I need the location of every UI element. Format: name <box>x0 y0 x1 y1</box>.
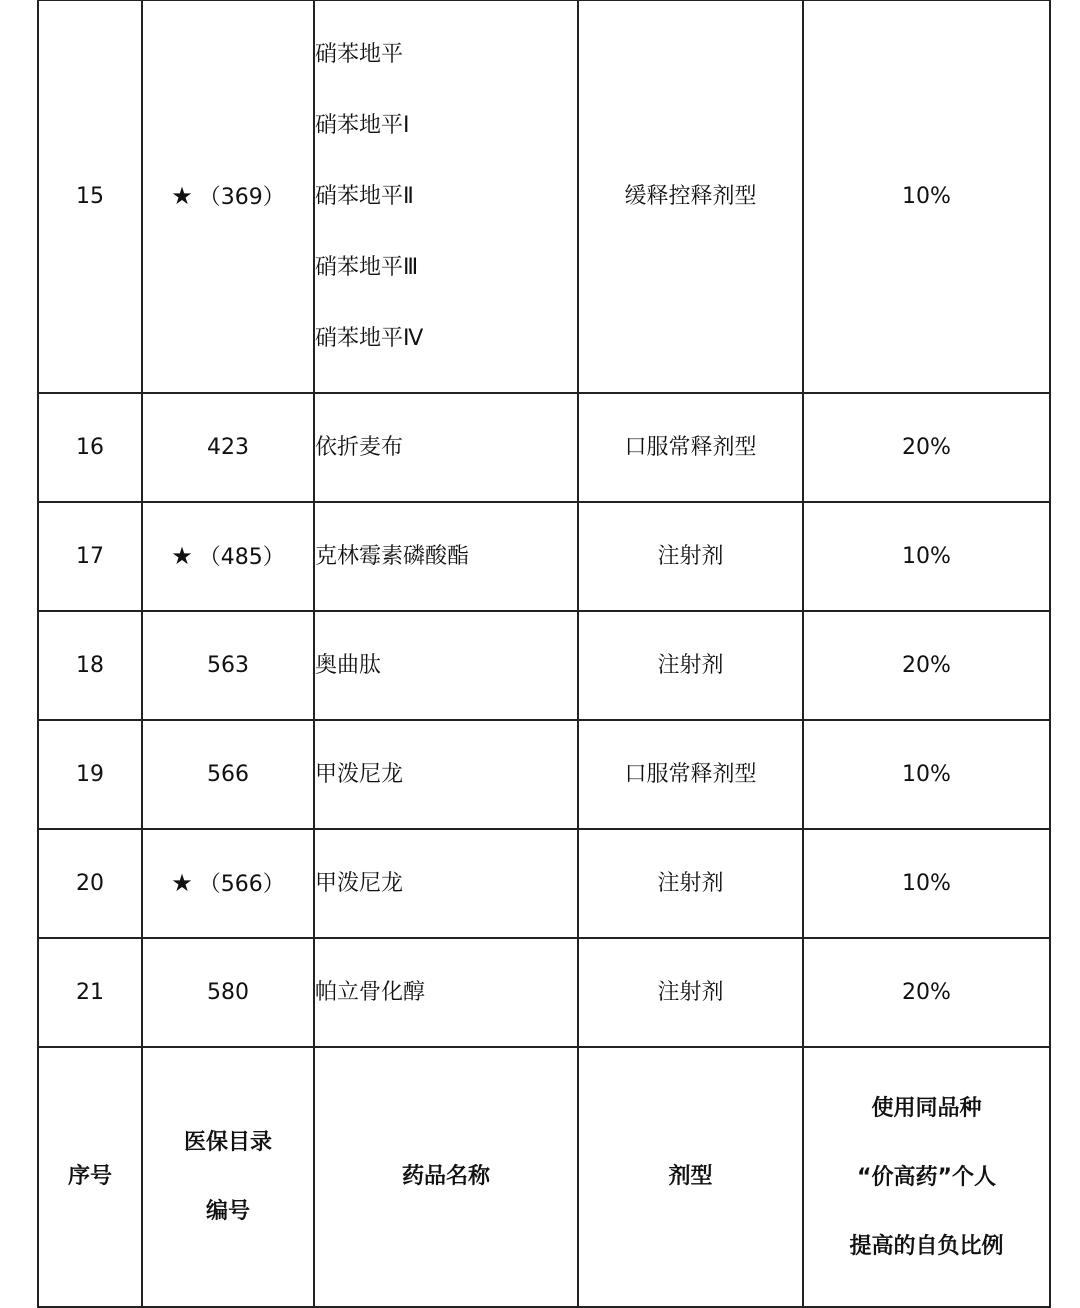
table-row <box>38 0 1050 393</box>
row-number: 21 <box>38 938 142 1047</box>
header-row <box>38 1047 1050 1307</box>
drug-name: 甲泼尼龙 <box>314 720 578 829</box>
drug-name: 甲泼尼龙 <box>314 829 578 938</box>
drug-name: 奥曲肽 <box>314 611 578 720</box>
dosage-form: 缓释控释剂型 <box>578 0 803 393</box>
row-number: 16 <box>38 393 142 502</box>
drug-name: 硝苯地平 <box>315 42 404 67</box>
dosage-form: 口服常释剂型 <box>578 393 803 502</box>
header-copay-ratio: 使用同品种 “价高药”个人 提高的自负比例 <box>803 1047 1050 1307</box>
drug-table <box>37 0 1051 1308</box>
drug-name: 硝苯地平Ⅲ <box>315 255 419 280</box>
header-catalog-code: 医保目录 编号 <box>142 1047 314 1307</box>
star-icon: ★ <box>171 542 193 570</box>
drug-name: 硝苯地平Ⅳ <box>315 326 424 351</box>
row-number: 18 <box>38 611 142 720</box>
dosage-form: 注射剂 <box>578 938 803 1047</box>
copay-ratio: 20% <box>803 938 1050 1047</box>
drug-name: 硝苯地平Ⅰ <box>315 113 410 138</box>
catalog-code-cell <box>142 829 314 938</box>
drug-name: 依折麦布 <box>314 393 578 502</box>
copay-ratio: 10% <box>803 720 1050 829</box>
catalog-code: 423 <box>142 393 314 502</box>
row-number: 19 <box>38 720 142 829</box>
drug-name: 帕立骨化醇 <box>314 938 578 1047</box>
dosage-form: 口服常释剂型 <box>578 720 803 829</box>
dosage-form: 注射剂 <box>578 502 803 611</box>
dosage-form: 注射剂 <box>578 611 803 720</box>
table-row <box>38 611 1050 720</box>
copay-ratio: 10% <box>803 0 1050 393</box>
catalog-code: 566 <box>142 720 314 829</box>
table-row <box>38 502 1050 611</box>
copay-ratio: 20% <box>803 611 1050 720</box>
header-drug-name: 药品名称 <box>314 1047 578 1307</box>
catalog-code: （369） <box>198 185 285 210</box>
star-icon: ★ <box>171 869 193 897</box>
row-number: 17 <box>38 502 142 611</box>
catalog-code-cell <box>142 502 314 611</box>
table-row <box>38 938 1050 1047</box>
catalog-code: （485） <box>198 545 285 570</box>
drug-name: 硝苯地平Ⅱ <box>315 184 414 209</box>
header-number: 序号 <box>38 1047 142 1307</box>
row-number: 20 <box>38 829 142 938</box>
catalog-code: （566） <box>198 872 285 897</box>
drug-name: 克林霉素磷酸酯 <box>314 502 578 611</box>
copay-ratio: 10% <box>803 502 1050 611</box>
star-icon: ★ <box>171 182 193 210</box>
row-number: 15 <box>38 0 142 393</box>
header-dosage-form: 剂型 <box>578 1047 803 1307</box>
table-row <box>38 393 1050 502</box>
dosage-form: 注射剂 <box>578 829 803 938</box>
drug-name-cell <box>314 0 578 393</box>
copay-ratio: 10% <box>803 829 1050 938</box>
table-row <box>38 720 1050 829</box>
catalog-code-cell <box>142 0 314 393</box>
catalog-code: 580 <box>142 938 314 1047</box>
copay-ratio: 20% <box>803 393 1050 502</box>
table-row <box>38 829 1050 938</box>
catalog-code: 563 <box>142 611 314 720</box>
